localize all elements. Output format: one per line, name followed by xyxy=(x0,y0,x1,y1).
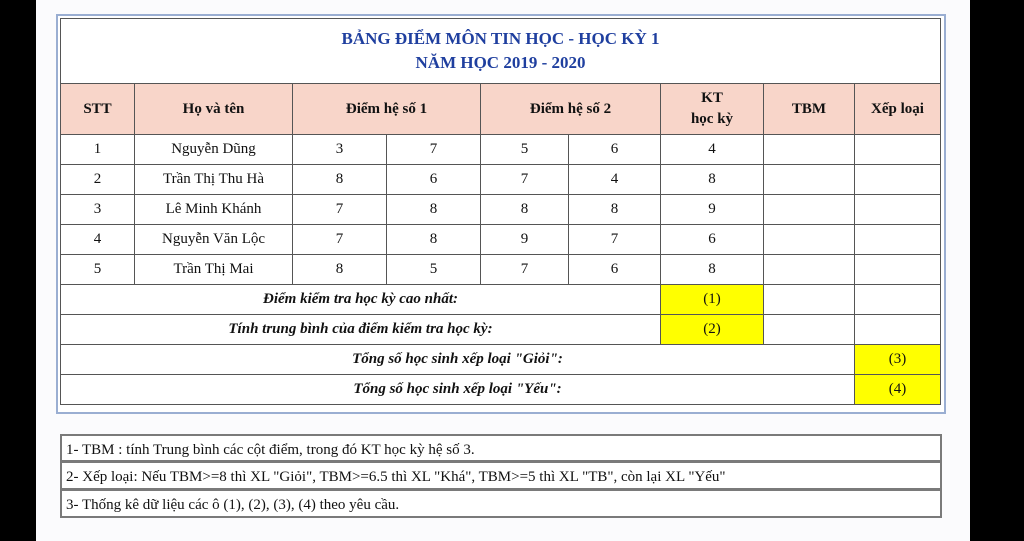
cell-coef1-b[interactable]: 8 xyxy=(387,225,481,255)
cell-coef2-a[interactable]: 7 xyxy=(481,165,569,195)
header-stt: STT xyxy=(61,84,135,135)
header-kt-line1: KT xyxy=(701,90,723,106)
cell-stt[interactable]: 5 xyxy=(61,255,135,285)
cell-name[interactable]: Nguyễn Văn Lộc xyxy=(135,225,293,255)
note-2[interactable]: 2- Xếp loại: Nếu TBM>=8 thì XL "Giỏi", TBM>=6.5 thì XL "Khá", TBM>=5 thì XL "TB", còn lại XL "Yếu" xyxy=(60,462,942,490)
cell-kt[interactable]: 6 xyxy=(661,225,764,255)
stat-weak-label: Tổng số học sinh xếp loại "Yếu": xyxy=(61,375,855,405)
stat-row-avg xyxy=(61,315,941,345)
cell-coef1-b[interactable]: 8 xyxy=(387,195,481,225)
table-row xyxy=(61,225,941,255)
title-row xyxy=(61,19,941,84)
stat-row-good xyxy=(61,345,941,375)
cell-coef2-b[interactable]: 6 xyxy=(569,135,661,165)
stat-weak-value[interactable]: (4) xyxy=(855,375,941,405)
cell-tbm[interactable] xyxy=(764,135,855,165)
cell-coef2-b[interactable]: 7 xyxy=(569,225,661,255)
cell-stt[interactable]: 3 xyxy=(61,195,135,225)
cell-rank[interactable] xyxy=(855,225,941,255)
cell-rank[interactable] xyxy=(855,165,941,195)
header-name: Họ và tên xyxy=(135,84,293,135)
cell-kt[interactable]: 8 xyxy=(661,255,764,285)
header-row xyxy=(61,84,941,135)
cell-coef2-b[interactable]: 8 xyxy=(569,195,661,225)
header-kt-line2: học kỳ xyxy=(690,111,734,127)
cell-tbm[interactable] xyxy=(764,225,855,255)
header-kt xyxy=(661,84,764,135)
cell-coef1-a[interactable]: 8 xyxy=(293,165,387,195)
table-title xyxy=(61,19,941,84)
title-line-1: BẢNG ĐIỂM MÔN TIN HỌC - HỌC KỲ 1 xyxy=(341,29,660,48)
cell-rank[interactable] xyxy=(855,195,941,225)
table-row xyxy=(61,255,941,285)
cell-stt[interactable]: 4 xyxy=(61,225,135,255)
cell-tbm[interactable] xyxy=(764,255,855,285)
cell-kt[interactable]: 4 xyxy=(661,135,764,165)
cell-coef2-a[interactable]: 9 xyxy=(481,225,569,255)
header-rank: Xếp loại xyxy=(855,84,941,135)
notes-box xyxy=(60,434,942,518)
cell-tbm[interactable] xyxy=(764,165,855,195)
cell-coef2-b[interactable]: 4 xyxy=(569,165,661,195)
cell-coef1-b[interactable]: 7 xyxy=(387,135,481,165)
title-line-2: NĂM HỌC 2019 - 2020 xyxy=(415,53,586,72)
stat-good-label: Tổng số học sinh xếp loại "Giỏi": xyxy=(61,345,855,375)
cell-coef2-a[interactable]: 5 xyxy=(481,135,569,165)
stat-max-label: Điểm kiểm tra học kỳ cao nhất: xyxy=(61,285,661,315)
cell-coef1-a[interactable]: 7 xyxy=(293,195,387,225)
spreadsheet-sheet xyxy=(36,0,970,541)
cell-kt[interactable]: 9 xyxy=(661,195,764,225)
stat-avg-blank-1[interactable] xyxy=(764,315,855,345)
stat-avg-blank-2[interactable] xyxy=(855,315,941,345)
cell-name[interactable]: Nguyễn Dũng xyxy=(135,135,293,165)
cell-coef1-a[interactable]: 3 xyxy=(293,135,387,165)
cell-coef2-a[interactable]: 8 xyxy=(481,195,569,225)
cell-coef1-b[interactable]: 6 xyxy=(387,165,481,195)
cell-coef1-a[interactable]: 7 xyxy=(293,225,387,255)
table-row xyxy=(61,135,941,165)
table-row xyxy=(61,165,941,195)
stat-max-blank-1[interactable] xyxy=(764,285,855,315)
stat-avg-value[interactable]: (2) xyxy=(661,315,764,345)
cell-name[interactable]: Trần Thị Thu Hà xyxy=(135,165,293,195)
stat-good-value[interactable]: (3) xyxy=(855,345,941,375)
cell-stt[interactable]: 1 xyxy=(61,135,135,165)
cell-tbm[interactable] xyxy=(764,195,855,225)
header-coef1: Điểm hệ số 1 xyxy=(293,84,481,135)
cell-coef2-a[interactable]: 7 xyxy=(481,255,569,285)
stat-max-blank-2[interactable] xyxy=(855,285,941,315)
cell-name[interactable]: Lê Minh Khánh xyxy=(135,195,293,225)
cell-rank[interactable] xyxy=(855,255,941,285)
grade-table xyxy=(60,18,941,405)
cell-coef2-b[interactable]: 6 xyxy=(569,255,661,285)
cell-coef1-b[interactable]: 5 xyxy=(387,255,481,285)
stat-row-max xyxy=(61,285,941,315)
stat-avg-label: Tính trung bình của điểm kiểm tra học kỳ: xyxy=(61,315,661,345)
note-1[interactable]: 1- TBM : tính Trung bình các cột điểm, trong đó KT học kỳ hệ số 3. xyxy=(60,434,942,462)
cell-kt[interactable]: 8 xyxy=(661,165,764,195)
header-coef2: Điểm hệ số 2 xyxy=(481,84,661,135)
cell-name[interactable]: Trần Thị Mai xyxy=(135,255,293,285)
cell-stt[interactable]: 2 xyxy=(61,165,135,195)
cell-rank[interactable] xyxy=(855,135,941,165)
header-tbm: TBM xyxy=(764,84,855,135)
stat-max-value[interactable]: (1) xyxy=(661,285,764,315)
note-3[interactable]: 3- Thống kê dữ liệu các ô (1), (2), (3), (4) theo yêu cầu. xyxy=(60,490,942,518)
table-row xyxy=(61,195,941,225)
stat-row-weak xyxy=(61,375,941,405)
cell-coef1-a[interactable]: 8 xyxy=(293,255,387,285)
